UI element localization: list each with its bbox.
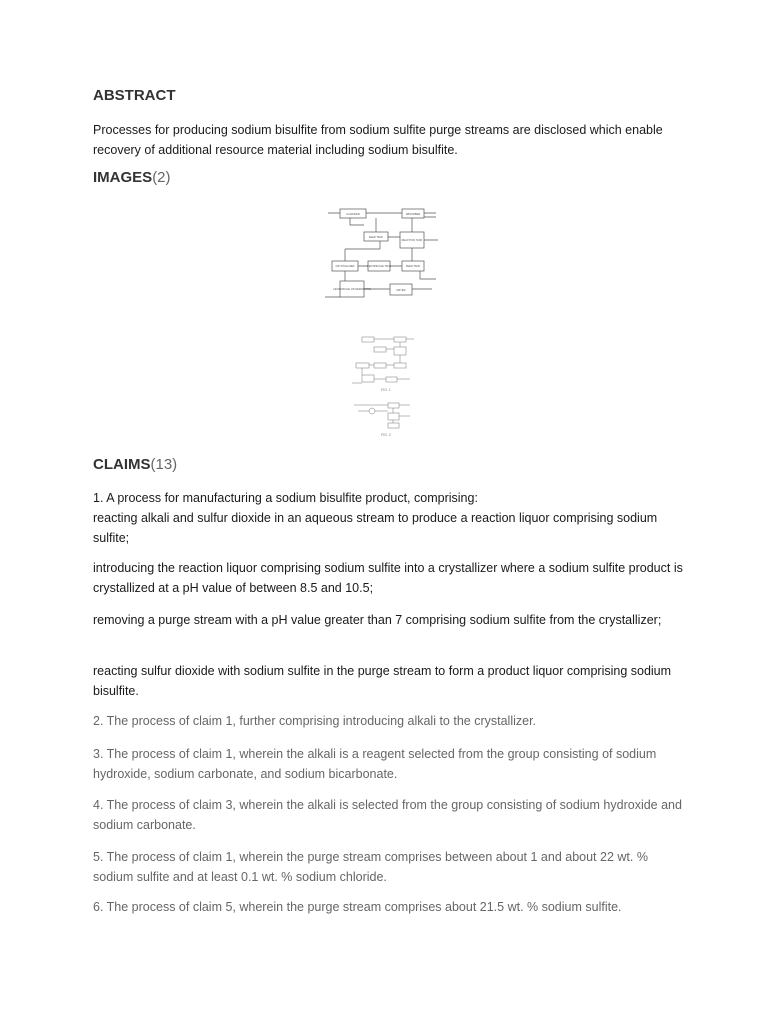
abstract-heading (93, 87, 176, 104)
claim-1-step-4: reacting sulfur dioxide with sodium sulfite in the purge stream to form a product liquor comprising sodium bisulfite. (93, 664, 672, 698)
fig1-label-feed-tank-1: FEED TANK (368, 236, 384, 239)
claim-4: 4. The process of claim 3, wherein the alkali is selected from the group consisting of sodium hydroxide and sodium carbonate. (93, 798, 682, 832)
fig2-caption-2: FIG. 2 (381, 433, 391, 437)
claims-count: (13) (150, 456, 178, 473)
abstract-heading-label: ABSTRACT (93, 87, 176, 104)
fig1-label-crystallizer: CRYSTALLIZER (335, 265, 355, 268)
abstract-text: Processes for producing sodium bisulfite from sodium sulfite purge streams are disclosed which enable recovery of additional resource material including sodium bisulfite. (93, 123, 663, 157)
fig1-label-clarifier: CLARIFIER (346, 213, 360, 216)
claim-1-step-1: reacting alkali and sulfur dioxide in an aqueous stream to produce a reaction liquor comprising sodium sulfite; (93, 511, 658, 545)
fig2-caption-1: FIG. 1 (381, 388, 391, 392)
patent-figure-2-thumbnail[interactable] (350, 331, 422, 439)
fig1-label-centrifuge-separator: CENTRIFUGE OR SEPARATOR (333, 288, 371, 291)
claims-heading (93, 456, 177, 473)
claims-heading-label: CLAIMS (93, 456, 151, 473)
fig1-label-centrifuge-tank: CENTRIFUGE TANK (366, 265, 392, 268)
claim-2: 2. The process of claim 1, further comprising introducing alkali to the crystallizer. (93, 714, 537, 728)
claim-1-step-2: introducing the reaction liquor comprising sodium sulfite into a crystallizer where a sodium sulfite product is crystallized at a pH value of between 8.5 and 10.5; (93, 561, 683, 595)
images-count: (2) (152, 169, 171, 186)
claim-1-intro: 1. A process for manufacturing a sodium bisulfite product, comprising: (93, 491, 478, 505)
patent-figure-1-thumbnail[interactable] (320, 199, 450, 307)
claim-3: 3. The process of claim 1, wherein the alkali is a reagent selected from the group consisting of sodium hydroxide, sodium carbonate, and sodium bicarbonate. (93, 747, 657, 781)
claim-1-step-3: removing a purge stream with a pH value greater than 7 comprising sodium sulfite from the crystallizer; (93, 613, 662, 627)
fig1-label-dryer: DRYER (396, 289, 406, 292)
fig1-label-reaction-tank: REACTION TANK (401, 239, 423, 242)
images-heading-label: IMAGES (93, 169, 153, 186)
fig1-label-absorber: ABSORBER (405, 213, 421, 216)
fig1-label-feed-tank-2: FEED TANK (405, 265, 421, 268)
images-heading (93, 169, 171, 186)
claim-6: 6. The process of claim 5, wherein the purge stream comprises about 21.5 wt. % sodium sulfite. (93, 900, 622, 914)
claim-5: 5. The process of claim 1, wherein the purge stream comprises between about 1 and about 22 wt. % sodium sulfite and at least 0.1 wt. % sodium chloride. (93, 850, 648, 884)
